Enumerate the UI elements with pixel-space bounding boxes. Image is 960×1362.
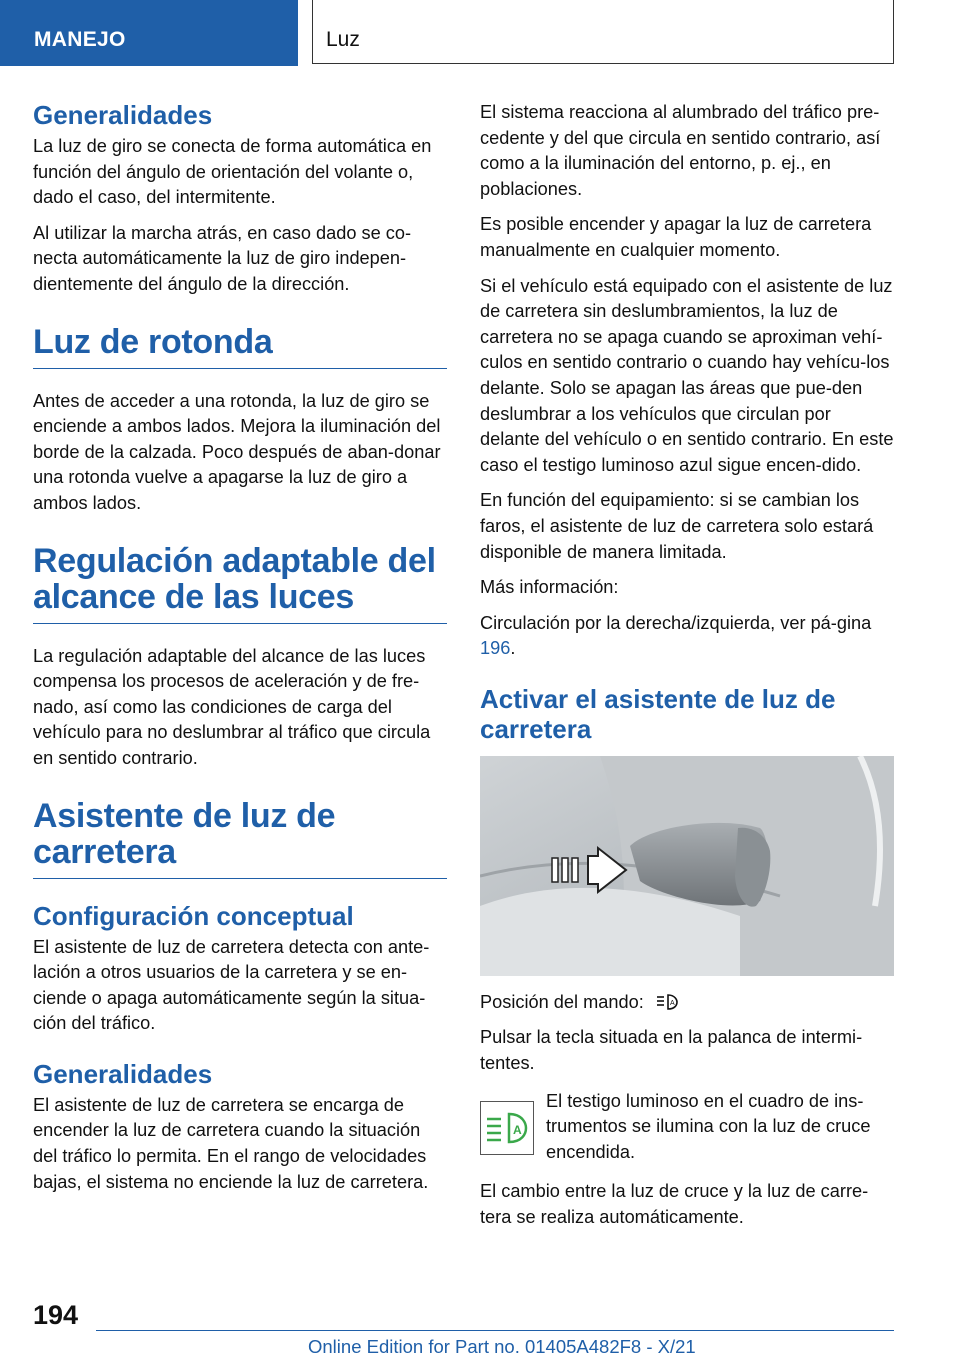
header-chapter-label: Luz (326, 28, 360, 51)
svg-text:A: A (669, 999, 675, 1007)
svg-text:A: A (513, 1122, 522, 1137)
paragraph: La luz de giro se conecta de forma automática en función del ángulo de orientación del volante o, dado el caso, del intermitente. (33, 136, 432, 208)
header-section-label: MANEJO (34, 28, 126, 51)
page-number: 194 (33, 1300, 79, 1330)
paragraph: Es posible encender y apagar la luz de carretera manualmente en cualquier momento. (480, 214, 872, 260)
footer-edition: Online Edition for Part no. 01405A482F8 - X/21 (308, 1336, 696, 1357)
heading-configuracion-conceptual: Configuración conceptual (33, 900, 354, 931)
paragraph: El sistema reacciona al alumbrado del tráfico pre‐cedente y del que circula en sentido contrario, así como a la iluminación del entorno, p. ej., en poblaciones. (480, 102, 881, 199)
right-column (480, 100, 894, 1241)
paragraph: El asistente de luz de carretera se encarga de encender la luz de carretera cuando la situación del tráfico lo permita. En el rango de velocidades bajas, el sistema no enciende la luz de carretera. (33, 1094, 429, 1192)
paragraph: El asistente de luz de carretera detecta con ante‐lación a otros usuarios de la carretera y se en‐ciende o apaga automáticamente según la situa‐ción del tráfico. (33, 936, 430, 1034)
paragraph: Más información: (480, 577, 619, 598)
turn-signal-lever-photo (480, 756, 894, 976)
heading-generalidades-2: Generalidades (33, 1058, 213, 1089)
paragraph: En función del equipamiento: si se cambian los faros, el asistente de luz de carretera solo estará disponible de manera limitada. (480, 490, 874, 562)
page-link[interactable]: 196 (480, 638, 511, 659)
heading-generalidades-1: Generalidades (33, 100, 213, 130)
indicator-icon-box (480, 1101, 534, 1155)
header-section-tab (0, 0, 298, 66)
paragraph: Si el vehículo está equipado con el asistente de luz de carretera sin deslumbramientos, la luz de carretera no se apaga cuando se aproximan vehí‐culos en sentido contrario o cuando hay vehícu‐los delante. Solo se apagan las áreas que pue‐den deslumbrar a los vehículos que circulan por delante del vehículo o en sentido contrario. En este caso el testigo luminoso azul sigue encen‐dido. (480, 275, 894, 475)
paragraph-page-reference: Circulación por la derecha/izquierda, ver pá‐gina 196. (480, 612, 872, 659)
auto-high-beam-icon (655, 992, 679, 1012)
paragraph: La regulación adaptable del alcance de las luces compensa los procesos de aceleración y de fre‐nado, así como las condiciones de carga del vehículo para no deslumbrar al tráfico que circula en sentido contrario. (33, 645, 431, 768)
footer-divider (96, 1330, 894, 1331)
notice-text: El testigo luminoso en el cuadro de ins‐trumentos se ilumina con la luz de cruce encendida. (546, 1090, 871, 1162)
auto-high-beam-indicator-icon (485, 1108, 529, 1148)
heading-activar-asistente: Activar el asistente de luz de carretera (480, 683, 836, 744)
heading-asistente-luz-carretera: Asistente de luz de carretera (33, 798, 447, 879)
paragraph: Al utilizar la marcha atrás, en caso dado se co‐necta automáticamente la luz de giro indepen‐dientemente del ángulo de la dirección. (33, 222, 412, 294)
paragraph: Antes de acceder a una rotonda, la luz de giro se enciende a ambos lados. Mejora la iluminación del borde de la calzada. Poco después de aban‐donar una rotonda vuelve a apagarse la luz de giro a ambos lados. (33, 390, 441, 513)
lever-position-line: Posición del mando: A (480, 990, 894, 1016)
indicator-notice (480, 1089, 894, 1166)
header-chapter-box (312, 0, 894, 64)
heading-regulacion-adaptable: Regulación adaptable del alcance de las luces (33, 543, 447, 624)
heading-luz-de-rotonda: Luz de rotonda (33, 324, 447, 369)
paragraph: El cambio entre la luz de cruce y la luz de carre‐tera se realiza automáticamente. (480, 1181, 869, 1228)
paragraph: Pulsar la tecla situada en la palanca de intermi‐tentes. (480, 1027, 863, 1074)
left-column (33, 100, 447, 1205)
